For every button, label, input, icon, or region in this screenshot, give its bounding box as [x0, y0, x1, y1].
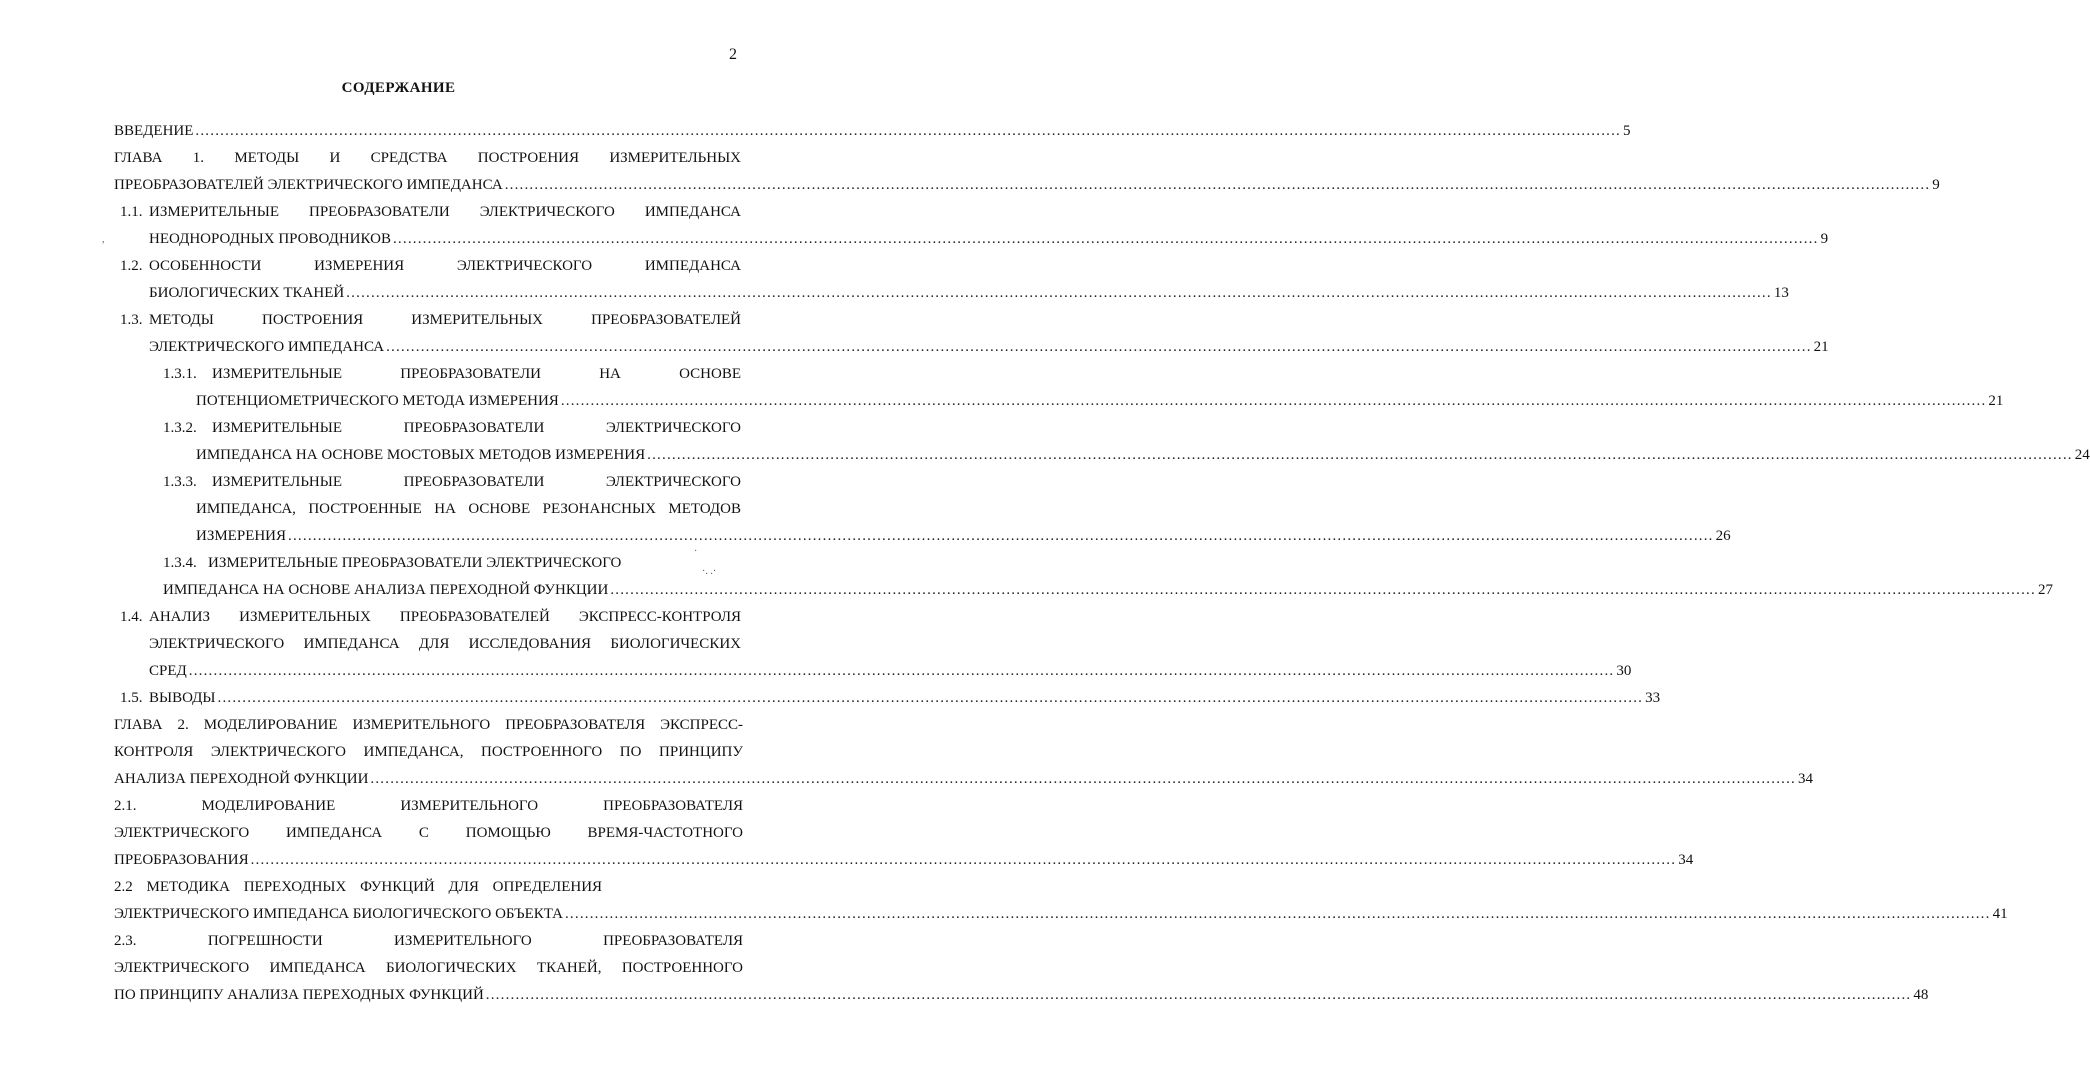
toc-section-2-3-line-2[interactable] — [114, 955, 743, 982]
toc-entry-label: 2.3. ПОГРЕШНОСТИ ИЗМЕРИТЕЛЬНОГО ПРЕОБРАЗОВАТЕЛЯ — [114, 933, 743, 949]
toc-entry-label: ИМПЕДАНСА НА ОСНОВЕ АНАЛИЗА ПЕРЕХОДНОЙ ФУНКЦИИ — [163, 582, 609, 598]
toc-subsection-1-3-1-line-2[interactable] — [196, 388, 2004, 415]
toc-entry-label: ИМПЕДАНСА, ПОСТРОЕННЫЕ НА ОСНОВЕ РЕЗОНАНСНЫХ МЕТОДОВ — [196, 501, 741, 517]
toc-entry-label: ПРЕОБРАЗОВАТЕЛЕЙ ЭЛЕКТРИЧЕСКОГО ИМПЕДАНСА — [114, 177, 503, 193]
dot-leader: ................................................................................................................................................................................................................................................................................................ — [610, 582, 2036, 598]
toc-page-number: 48 — [1913, 987, 1929, 1003]
toc-entry-label: МЕТОДЫ ПОСТРОЕНИЯ ИЗМЕРИТЕЛЬНЫХ ПРЕОБРАЗОВАТЕЛЕЙ — [149, 312, 741, 328]
toc-entry-label: БИОЛОГИЧЕСКИХ ТКАНЕЙ — [149, 285, 345, 301]
toc-entry-label: СРЕД — [149, 663, 187, 679]
toc-section-number: 1.5. — [120, 690, 143, 706]
toc-chapter-2-line-3[interactable] — [114, 766, 1814, 793]
dot-leader: ................................................................................................................................................................................................................................................................................................ — [386, 339, 1812, 355]
toc-page-number: 27 — [2037, 582, 2053, 598]
toc-subsection-1-3-3-line-2[interactable] — [196, 496, 741, 523]
toc-section-1-2-line-1[interactable] — [120, 253, 741, 280]
dot-leader: ................................................................................................................................................................................................................................................................................................ — [346, 285, 1772, 301]
toc-chapter-2-line-1[interactable] — [114, 712, 743, 739]
toc-page-number: 34 — [1678, 852, 1694, 868]
dot-leader: ................................................................................................................................................................................................................................................................................................ — [560, 393, 1987, 409]
toc-entry-label: ЭЛЕКТРИЧЕСКОГО ИМПЕДАНСА БИОЛОГИЧЕСКОГО ОБЪЕКТА — [114, 906, 563, 922]
toc-section-1-4-line-1[interactable] — [120, 604, 741, 631]
toc-page-number: 41 — [1992, 906, 2008, 922]
toc-section-number: 1.3.4. — [163, 555, 197, 571]
toc-section-number: 1.3.2. — [163, 420, 197, 436]
dot-leader: ................................................................................................................................................................................................................................................................................................ — [288, 528, 1714, 544]
scan-speck: ·. .· — [702, 566, 717, 577]
toc-subsection-1-3-2-line-1[interactable] — [163, 415, 741, 442]
toc-section-2-3-line-1[interactable] — [114, 928, 743, 955]
toc-entry-label: ВВЕДЕНИЕ — [114, 123, 194, 139]
toc-entry-label: АНАЛИЗА ПЕРЕХОДНОЙ ФУНКЦИИ — [114, 771, 369, 787]
toc-section-number: 1.2. — [120, 258, 143, 274]
toc-entry-label: КОНТРОЛЯ ЭЛЕКТРИЧЕСКОГО ИМПЕДАНСА, ПОСТРОЕННОГО ПО ПРИНЦИПУ — [114, 744, 743, 760]
toc-page-number: 9 — [1820, 231, 1829, 247]
toc-page-number: 21 — [1813, 339, 1829, 355]
toc-entry-label: АНАЛИЗ ИЗМЕРИТЕЛЬНЫХ ПРЕОБРАЗОВАТЕЛЕЙ ЭКСПРЕСС-КОНТРОЛЯ — [149, 609, 741, 625]
toc-page-number: 13 — [1773, 285, 1789, 301]
toc-entry-label: ПОТЕНЦИОМЕТРИЧЕСКОГО МЕТОДА ИЗМЕРЕНИЯ — [196, 393, 559, 409]
toc-page-number: 5 — [1623, 123, 1631, 139]
toc-section-1-4-line-3[interactable] — [149, 658, 1632, 685]
toc-section-2-2-line-2[interactable] — [114, 901, 2008, 928]
toc-entry-label: ИЗМЕРЕНИЯ — [196, 528, 287, 544]
dot-leader: ................................................................................................................................................................................................................................................................................................ — [647, 447, 2073, 463]
toc-section-1-1-line-2[interactable] — [149, 226, 1829, 253]
dot-leader: ................................................................................................................................................................................................................................................................................................ — [504, 177, 1931, 193]
toc-entry-label: ЭЛЕКТРИЧЕСКОГО ИМПЕДАНСА — [149, 339, 385, 355]
toc-page-number: 30 — [1616, 663, 1632, 679]
toc-section-1-3-line-2[interactable] — [149, 334, 1829, 361]
toc-section-number: 1.4. — [120, 609, 143, 625]
page-number: 2 — [729, 46, 737, 63]
toc-section-number: 1.1. — [120, 204, 143, 220]
dot-leader: ................................................................................................................................................................................................................................................................................................ — [188, 663, 1615, 679]
dot-leader: ................................................................................................................................................................................................................................................................................................ — [217, 690, 1644, 706]
toc-section-1-3-line-1[interactable] — [120, 307, 741, 334]
toc-page-number: 33 — [1645, 690, 1661, 706]
toc-subsection-1-3-4-line-1[interactable] — [163, 550, 683, 577]
toc-entry-label: 2.1. МОДЕЛИРОВАНИЕ ИЗМЕРИТЕЛЬНОГО ПРЕОБРАЗОВАТЕЛЯ — [114, 798, 743, 814]
toc-section-number: 1.3. — [120, 312, 143, 328]
toc-entry-label: ПО ПРИНЦИПУ АНАЛИЗА ПЕРЕХОДНЫХ ФУНКЦИЙ — [114, 987, 484, 1003]
toc-entry-intro[interactable] — [114, 118, 1631, 145]
toc-entry-label: ЭЛЕКТРИЧЕСКОГО ИМПЕДАНСА БИОЛОГИЧЕСКИХ ТКАНЕЙ, ПОСТРОЕННОГО — [114, 960, 743, 976]
toc-entry-label: ИМПЕДАНСА НА ОСНОВЕ МОСТОВЫХ МЕТОДОВ ИЗМЕРЕНИЯ — [196, 447, 646, 463]
toc-chapter-2-line-2[interactable] — [114, 739, 743, 766]
toc-section-2-1-line-3[interactable] — [114, 847, 1694, 874]
page-title: СОДЕРЖАНИЕ — [341, 80, 456, 96]
toc-section-2-3-line-3[interactable] — [114, 982, 1929, 1009]
toc-entry-label: ИЗМЕРИТЕЛЬНЫЕ ПРЕОБРАЗОВАТЕЛИ ЭЛЕКТРИЧЕСКОГО — [208, 555, 622, 571]
toc-section-1-2-line-2[interactable] — [149, 280, 1789, 307]
toc-section-2-2-line-1[interactable] — [114, 874, 674, 901]
toc-subsection-1-3-2-line-2[interactable] — [196, 442, 2090, 469]
dot-leader: ................................................................................................................................................................................................................................................................................................ — [195, 123, 1622, 139]
toc-section-1-4-line-2[interactable] — [149, 631, 741, 658]
toc-section-1-1-line-1[interactable] — [120, 199, 741, 226]
toc-chapter-1-line-1[interactable] — [114, 145, 741, 172]
toc-page-number: 34 — [1798, 771, 1814, 787]
toc-entry-label: ИЗМЕРИТЕЛЬНЫЕ ПРЕОБРАЗОВАТЕЛИ ЭЛЕКТРИЧЕСКОГО ИМПЕДАНСА — [149, 204, 741, 220]
toc-page-number: 21 — [1988, 393, 2004, 409]
toc-page-number: 9 — [1932, 177, 1940, 193]
toc-entry-label: НЕОДНОРОДНЫХ ПРОВОДНИКОВ — [149, 231, 391, 247]
toc-chapter-1-line-2[interactable] — [114, 172, 1940, 199]
toc-section-number: 1.3.1. — [163, 366, 197, 382]
toc-section-2-1-line-1[interactable] — [114, 793, 743, 820]
toc-entry-label: ИЗМЕРИТЕЛЬНЫЕ ПРЕОБРАЗОВАТЕЛИ ЭЛЕКТРИЧЕСКОГО — [212, 474, 741, 490]
toc-page-number: 24 — [2074, 447, 2090, 463]
toc-subsection-1-3-3-line-1[interactable] — [163, 469, 741, 496]
toc-subsection-1-3-1-line-1[interactable] — [163, 361, 741, 388]
toc-section-1-5[interactable] — [120, 685, 1661, 712]
toc-entry-label: ИЗМЕРИТЕЛЬНЫЕ ПРЕОБРАЗОВАТЕЛИ НА ОСНОВЕ — [212, 366, 741, 382]
toc-entry-label: ОСОБЕННОСТИ ИЗМЕРЕНИЯ ЭЛЕКТРИЧЕСКОГО ИМПЕДАНСА — [149, 258, 741, 274]
toc-entry-label: ИЗМЕРИТЕЛЬНЫЕ ПРЕОБРАЗОВАТЕЛИ ЭЛЕКТРИЧЕСКОГО — [212, 420, 741, 436]
toc-entry-label: ЭЛЕКТРИЧЕСКОГО ИМПЕДАНСА ДЛЯ ИССЛЕДОВАНИЯ БИОЛОГИЧЕСКИХ — [149, 636, 741, 652]
toc-section-number: 1.3.3. — [163, 474, 197, 490]
dot-leader: ................................................................................................................................................................................................................................................................................................ — [392, 231, 1819, 247]
toc-subsection-1-3-4-line-2[interactable] — [163, 577, 2053, 604]
dot-leader: ................................................................................................................................................................................................................................................................................................ — [485, 987, 1912, 1003]
toc-subsection-1-3-3-line-3[interactable] — [196, 523, 1731, 550]
dot-leader: ................................................................................................................................................................................................................................................................................................ — [250, 852, 1677, 868]
toc-entry-label: ГЛАВА 1. МЕТОДЫ И СРЕДСТВА ПОСТРОЕНИЯ ИЗМЕРИТЕЛЬНЫХ — [114, 150, 741, 166]
dot-leader: ................................................................................................................................................................................................................................................................................................ — [370, 771, 1797, 787]
dot-leader: ................................................................................................................................................................................................................................................................................................ — [564, 906, 1991, 922]
toc-page-number: 26 — [1715, 528, 1731, 544]
toc-entry-label: ЭЛЕКТРИЧЕСКОГО ИМПЕДАНСА С ПОМОЩЬЮ ВРЕМЯ-ЧАСТОТНОГО — [114, 825, 743, 841]
toc-entry-label: ВЫВОДЫ — [149, 690, 216, 706]
toc-entry-label: ПРЕОБРАЗОВАНИЯ — [114, 852, 249, 868]
toc-entry-label: ГЛАВА 2. МОДЕЛИРОВАНИЕ ИЗМЕРИТЕЛЬНОГО ПРЕОБРАЗОВАТЕЛЯ ЭКСПРЕСС- — [114, 717, 743, 733]
toc-section-2-1-line-2[interactable] — [114, 820, 743, 847]
toc-entry-label: 2.2 МЕТОДИКА ПЕРЕХОДНЫХ ФУНКЦИЙ ДЛЯ ОПРЕДЕЛЕНИЯ — [114, 879, 603, 895]
scan-speck: · — [694, 546, 698, 557]
scan-speck: , — [102, 234, 105, 245]
